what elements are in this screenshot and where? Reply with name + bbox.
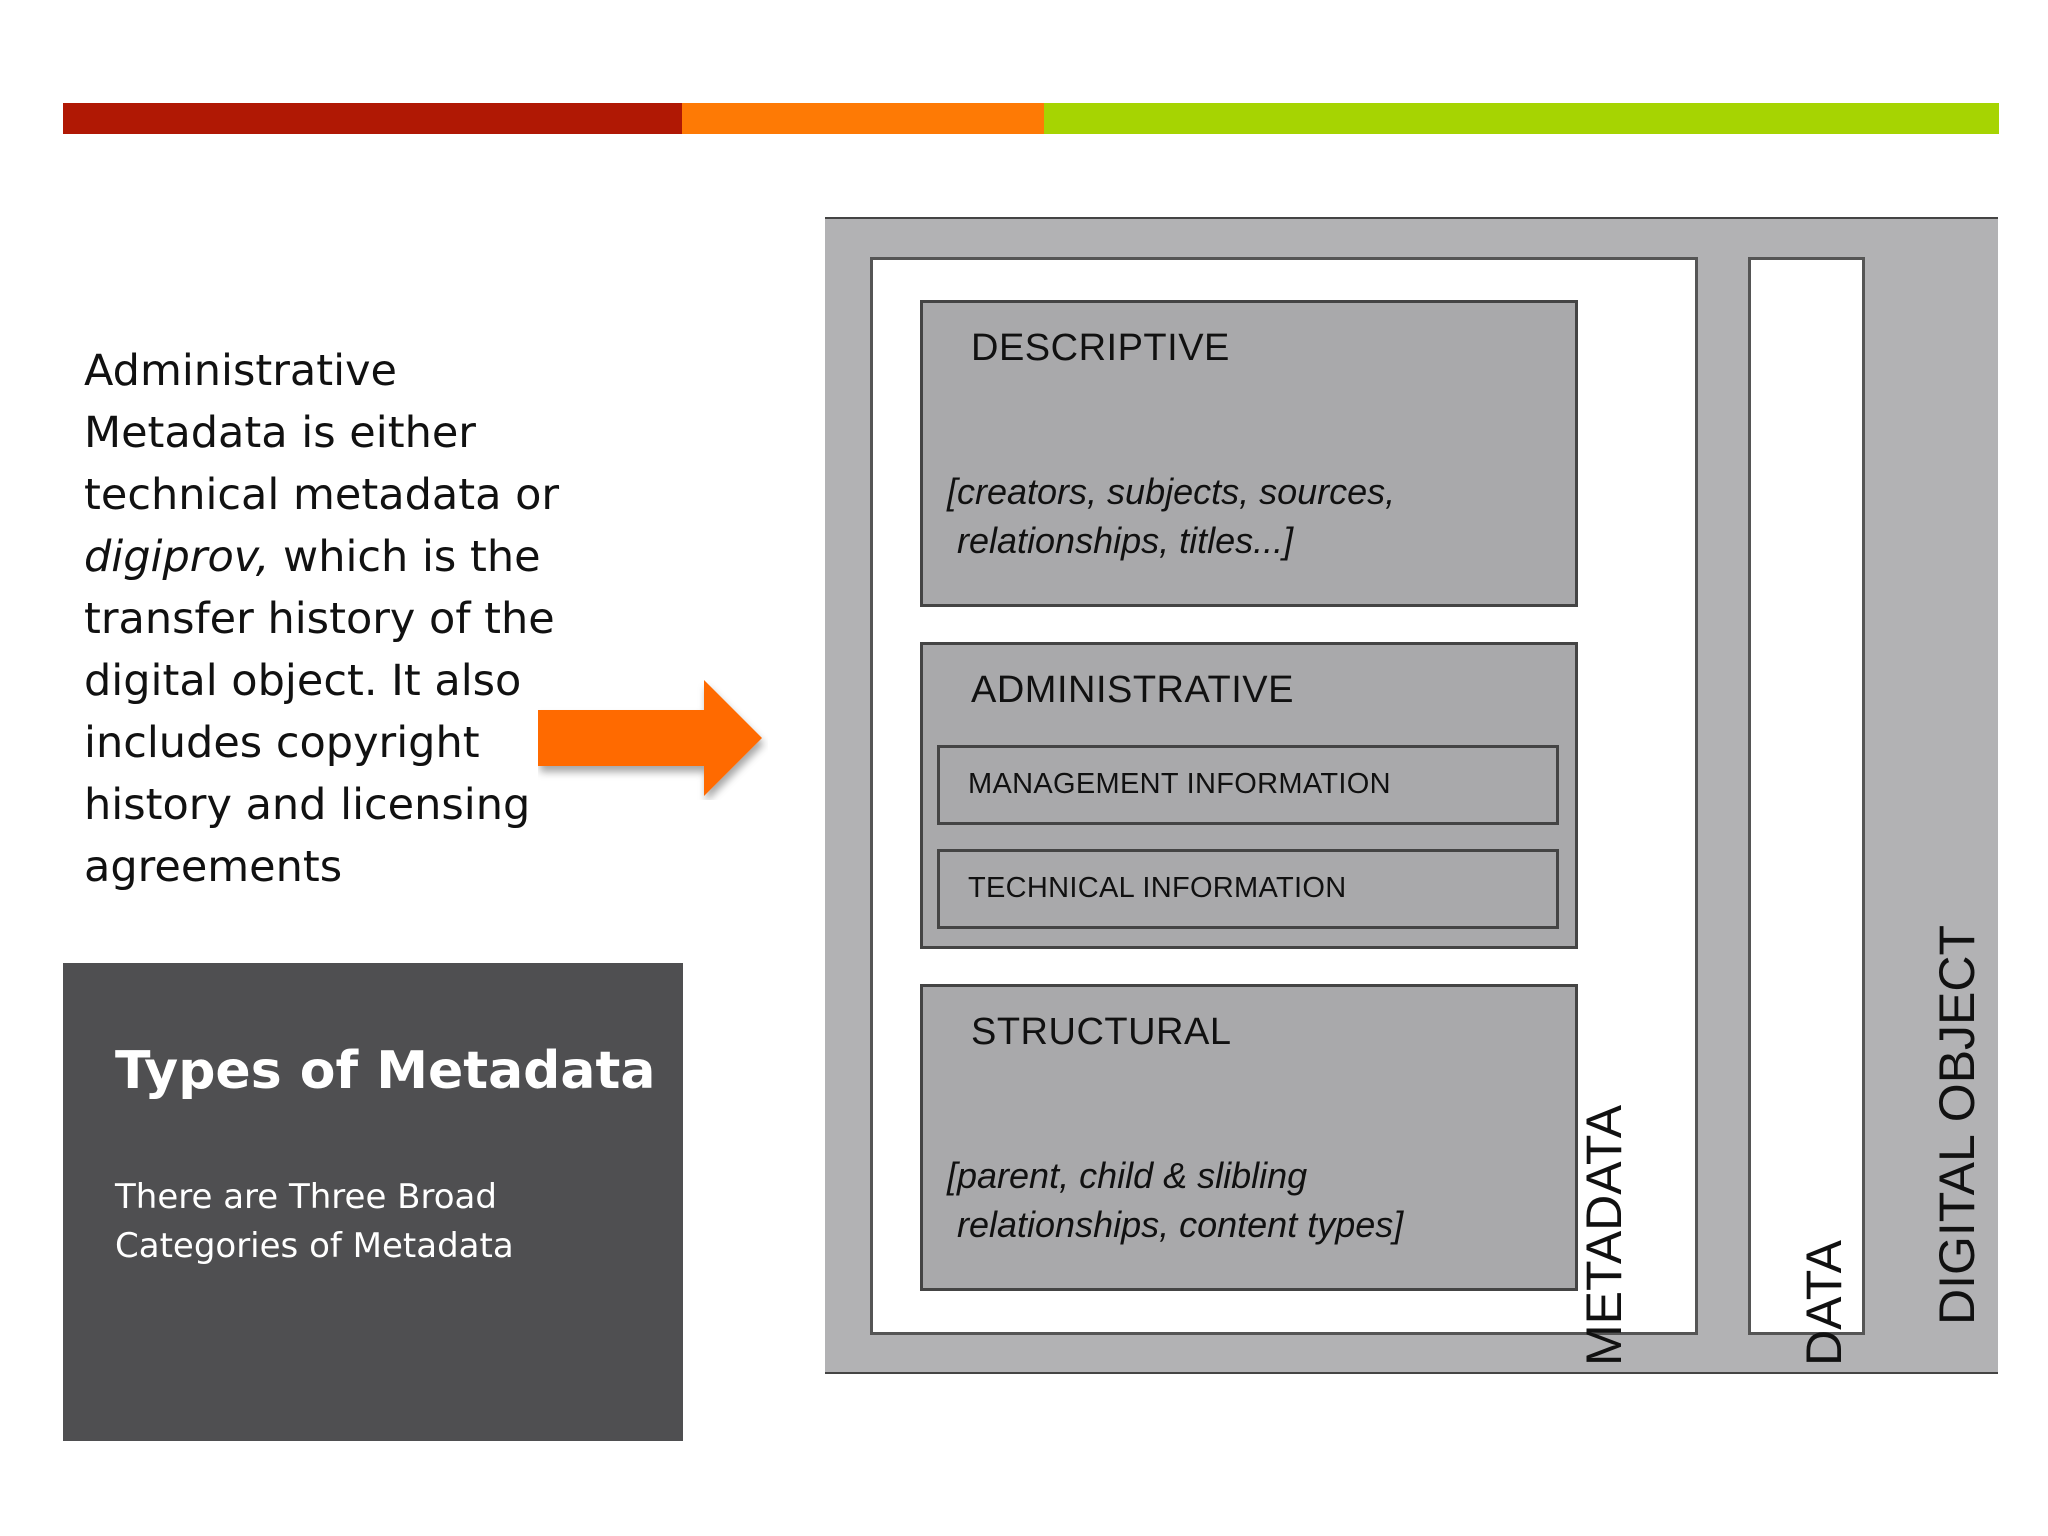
descriptive-examples-line: [creators, subjects, sources, (947, 471, 1396, 512)
body-line: history and licensing (84, 780, 531, 830)
data-label: DATA (1796, 1240, 1852, 1366)
body-line: Metadata is either (84, 408, 476, 458)
arrow-shape (538, 680, 762, 796)
body-line-rest: which is the (269, 532, 541, 582)
metadata-diagram (825, 217, 1998, 1374)
body-line: includes copyright (84, 718, 480, 768)
data-panel (1748, 257, 1865, 1366)
body-line: Administrative (84, 346, 397, 396)
administrative-box (920, 642, 1578, 949)
top-bar-red-segment (63, 103, 682, 134)
descriptive-examples (947, 467, 1547, 565)
title-box (63, 963, 683, 1441)
descriptive-box (920, 300, 1578, 607)
digital-object-label: DIGITAL OBJECT (1929, 924, 1985, 1325)
technical-information-label: TECHNICAL INFORMATION (968, 872, 1347, 904)
top-bar-green-segment (1044, 103, 1999, 134)
body-line: digital object. It also (84, 656, 522, 706)
structural-examples-line: [parent, child & slibling (947, 1155, 1308, 1196)
technical-information-box (937, 849, 1559, 929)
descriptive-heading: DESCRIPTIVE (971, 327, 1230, 369)
body-text (84, 340, 604, 898)
management-information-label: MANAGEMENT INFORMATION (968, 768, 1391, 800)
structural-examples-line: relationships, content types] (947, 1204, 1404, 1245)
digiprov-term: digiprov, (84, 532, 270, 582)
structural-examples (947, 1151, 1547, 1249)
body-line: technical metadata or (84, 470, 560, 520)
top-bar-orange-segment (682, 103, 1044, 134)
body-line: transfer history of the (84, 594, 555, 644)
descriptive-examples-line: relationships, titles...] (947, 520, 1294, 561)
body-line: agreements (84, 842, 343, 892)
metadata-panel (870, 257, 1698, 1366)
administrative-heading: ADMINISTRATIVE (971, 669, 1294, 711)
structural-box (920, 984, 1578, 1291)
slide-subtitle: There are Three Broad Categories of Metadata (115, 1177, 514, 1266)
metadata-label: METADATA (1576, 1104, 1632, 1366)
body-line (84, 526, 604, 588)
management-information-box (937, 745, 1559, 825)
structural-heading: STRUCTURAL (971, 1011, 1232, 1053)
right-arrow-icon (538, 680, 768, 800)
top-color-bar (63, 103, 1999, 134)
slide-title: Types of Metadata (115, 1041, 656, 1101)
